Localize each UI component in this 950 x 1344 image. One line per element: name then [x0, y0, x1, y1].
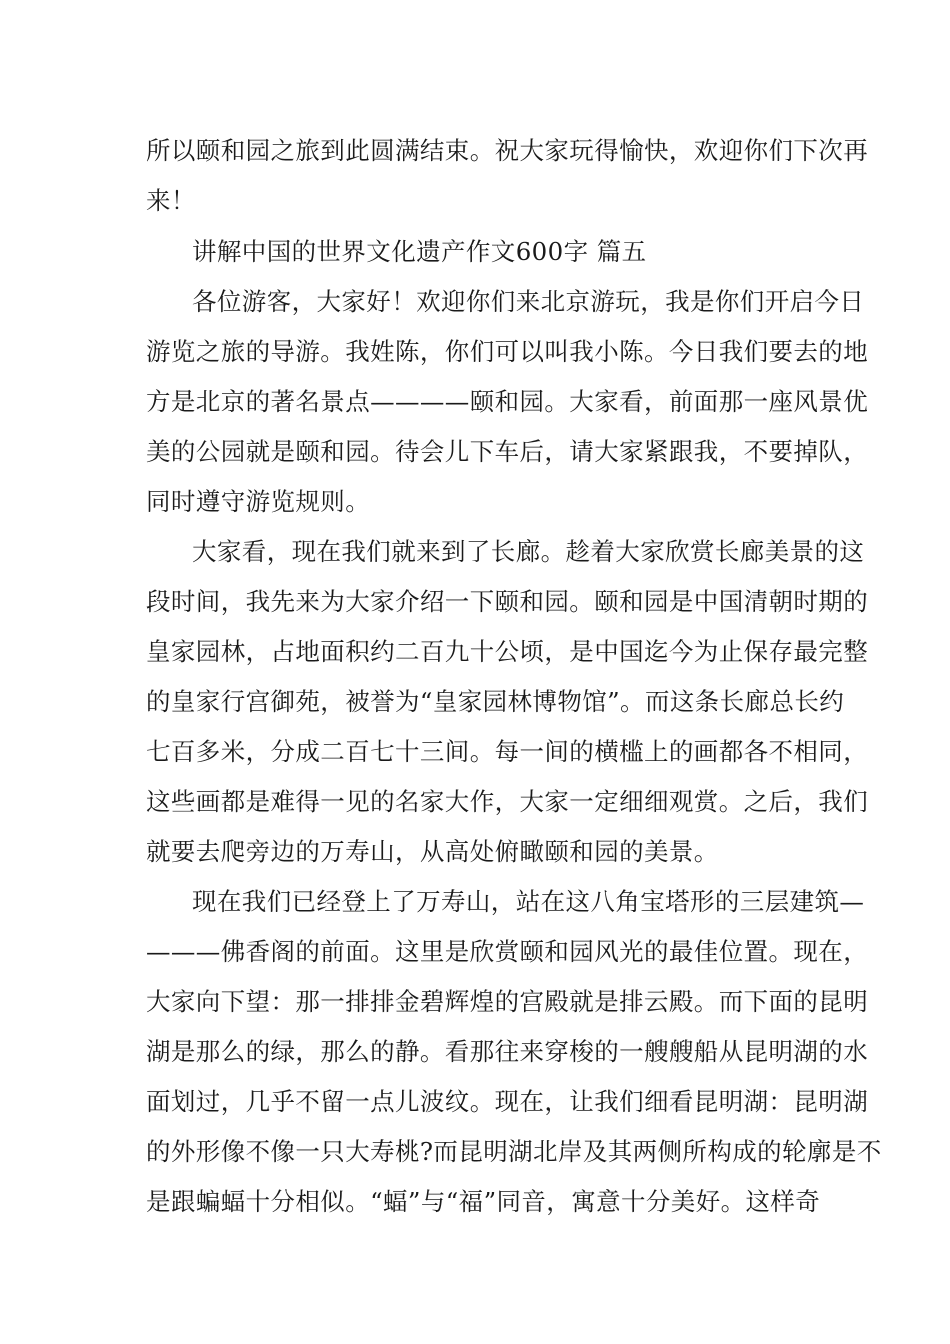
text-line: 美的公园就是颐和园。待会儿下车后，请大家紧跟我，不要掉队，	[146, 437, 869, 466]
text-line: 大家向下望：那一排排金碧辉煌的宫殿就是排云殿。而下面的昆明	[146, 987, 869, 1016]
text-line: 就要去爬旁边的万寿山，从高处俯瞰颐和园的美景。	[146, 837, 719, 866]
text-line: 湖是那么的绿，那么的静。看那往来穿梭的一艘艘船从昆明湖的水	[146, 1037, 869, 1066]
text-line: 同时遵守游览规则。	[146, 487, 371, 516]
text-line: 的皇家行宫御苑，被誉为“皇家园林博物馆”。而这条长廊总长约	[146, 687, 845, 716]
text-line: 大家看，现在我们就来到了长廊。趁着大家欣赏长廊美景的这	[192, 537, 865, 566]
text-line: 七百多米，分成二百七十三间。每一间的横槛上的画都各不相同，	[146, 737, 869, 766]
text-line: 现在我们已经登上了万寿山，站在这八角宝塔形的三层建筑—	[192, 887, 865, 916]
text-line: 面划过，几乎不留一点儿波纹。现在，让我们细看昆明湖：昆明湖	[146, 1087, 869, 1116]
text-line: 所以颐和园之旅到此圆满结束。祝大家玩得愉快，欢迎你们下次再	[146, 136, 869, 165]
section-heading: 讲解中国的世界文化遗产作文600字 篇五	[192, 237, 647, 266]
text-line: 来！	[146, 186, 196, 215]
text-line: ———佛香阁的前面。这里是欣赏颐和园风光的最佳位置。现在，	[146, 937, 869, 966]
text-line: 各位游客，大家好！欢迎你们来北京游玩，我是你们开启今日	[192, 287, 865, 316]
text-line: 方是北京的著名景点————颐和园。大家看，前面那一座风景优	[146, 387, 869, 416]
text-line: 这些画都是难得一见的名家大作，大家一定细细观赏。之后，我们	[146, 787, 869, 816]
text-line: 是跟蝙蝠十分相似。“蝠”与“福”同音，寓意十分美好。这样奇	[146, 1187, 821, 1216]
text-line: 段时间，我先来为大家介绍一下颐和园。颐和园是中国清朝时期的	[146, 587, 869, 616]
text-line: 的外形像不像一只大寿桃?而昆明湖北岸及其两侧所构成的轮廓是不	[146, 1137, 882, 1166]
text-line: 游览之旅的导游。我姓陈，你们可以叫我小陈。今日我们要去的地	[146, 337, 869, 366]
text-line: 皇家园林，占地面积约二百九十公顷，是中国迄今为止保存最完整	[146, 637, 869, 666]
